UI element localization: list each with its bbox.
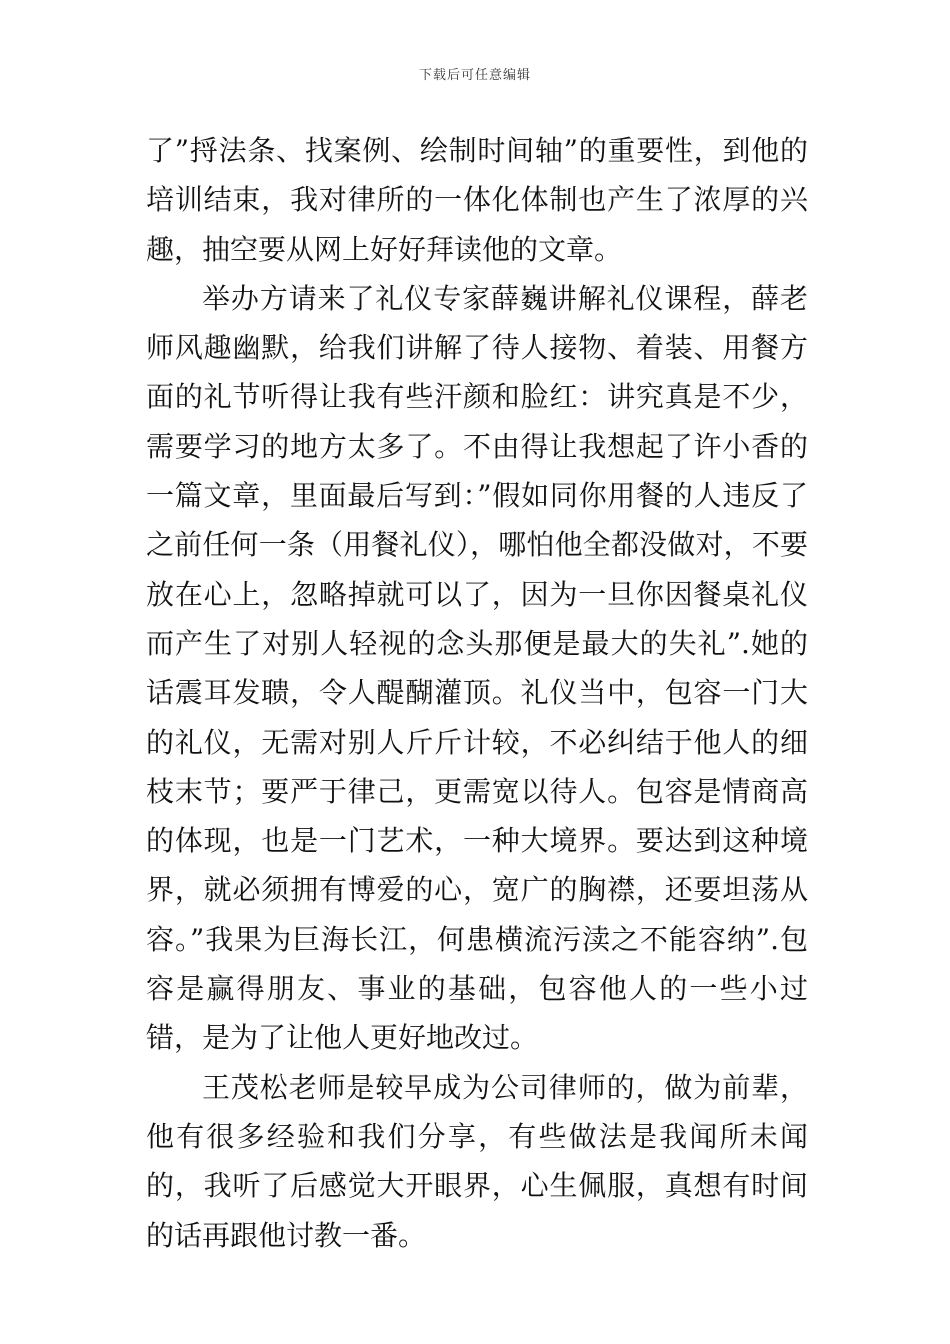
paragraph-1: 了”捋法条、找案例、绘制时间轴”的重要性，到他的培训结束，我对律所的一体化体制也产生了浓厚的兴趣，抽空要从网上好好拜读他的文章。 xyxy=(146,134,808,266)
document-body xyxy=(146,126,808,1260)
paragraph-2: 举办方请来了礼仪专家薛巍讲解礼仪课程，薛老师风趣幽默，给我们讲解了待人接物、着装、用餐方面的礼节听得让我有些汗颜和脸红：讲究真是不少，需要学习的地方太多了。不由得让我想起了许小香的一篇文章，里面最后写到：”假如同你用餐的人违反了之前任何一条（用餐礼仪），哪怕他全都没做对，不要放在心上，忽略掉就可以了，因为一旦你因餐桌礼仪而产生了对别人轻视的念头那便是最大的失礼”.她的话震耳发聩，令人醍醐灌顶。礼仪当中，包容一门大的礼仪，无需对别人斤斤计较，不必纠结于他人的细枝末节；要严于律己，更需宽以待人。包容是情商高的体现，也是一门艺术，一种大境界。要达到这种境界，就必须拥有博爱的心，宽广的胸襟，还要坦荡从容。”我果为巨海长江，何患横流污渎之不能容纳”.包容是赢得朋友、事业的基础，包容他人的一些小过错，是为了让他人更好地改过。 xyxy=(146,281,808,1055)
paragraph-3: 王茂松老师是较早成为公司律师的，做为前辈，他有很多经验和我们分享，有些做法是我闻所未闻的，我听了后感觉大开眼界，心生佩服，真想有时间的话再跟他讨教一番。 xyxy=(146,1070,808,1252)
page-header: 下载后可任意编辑 xyxy=(418,68,531,83)
